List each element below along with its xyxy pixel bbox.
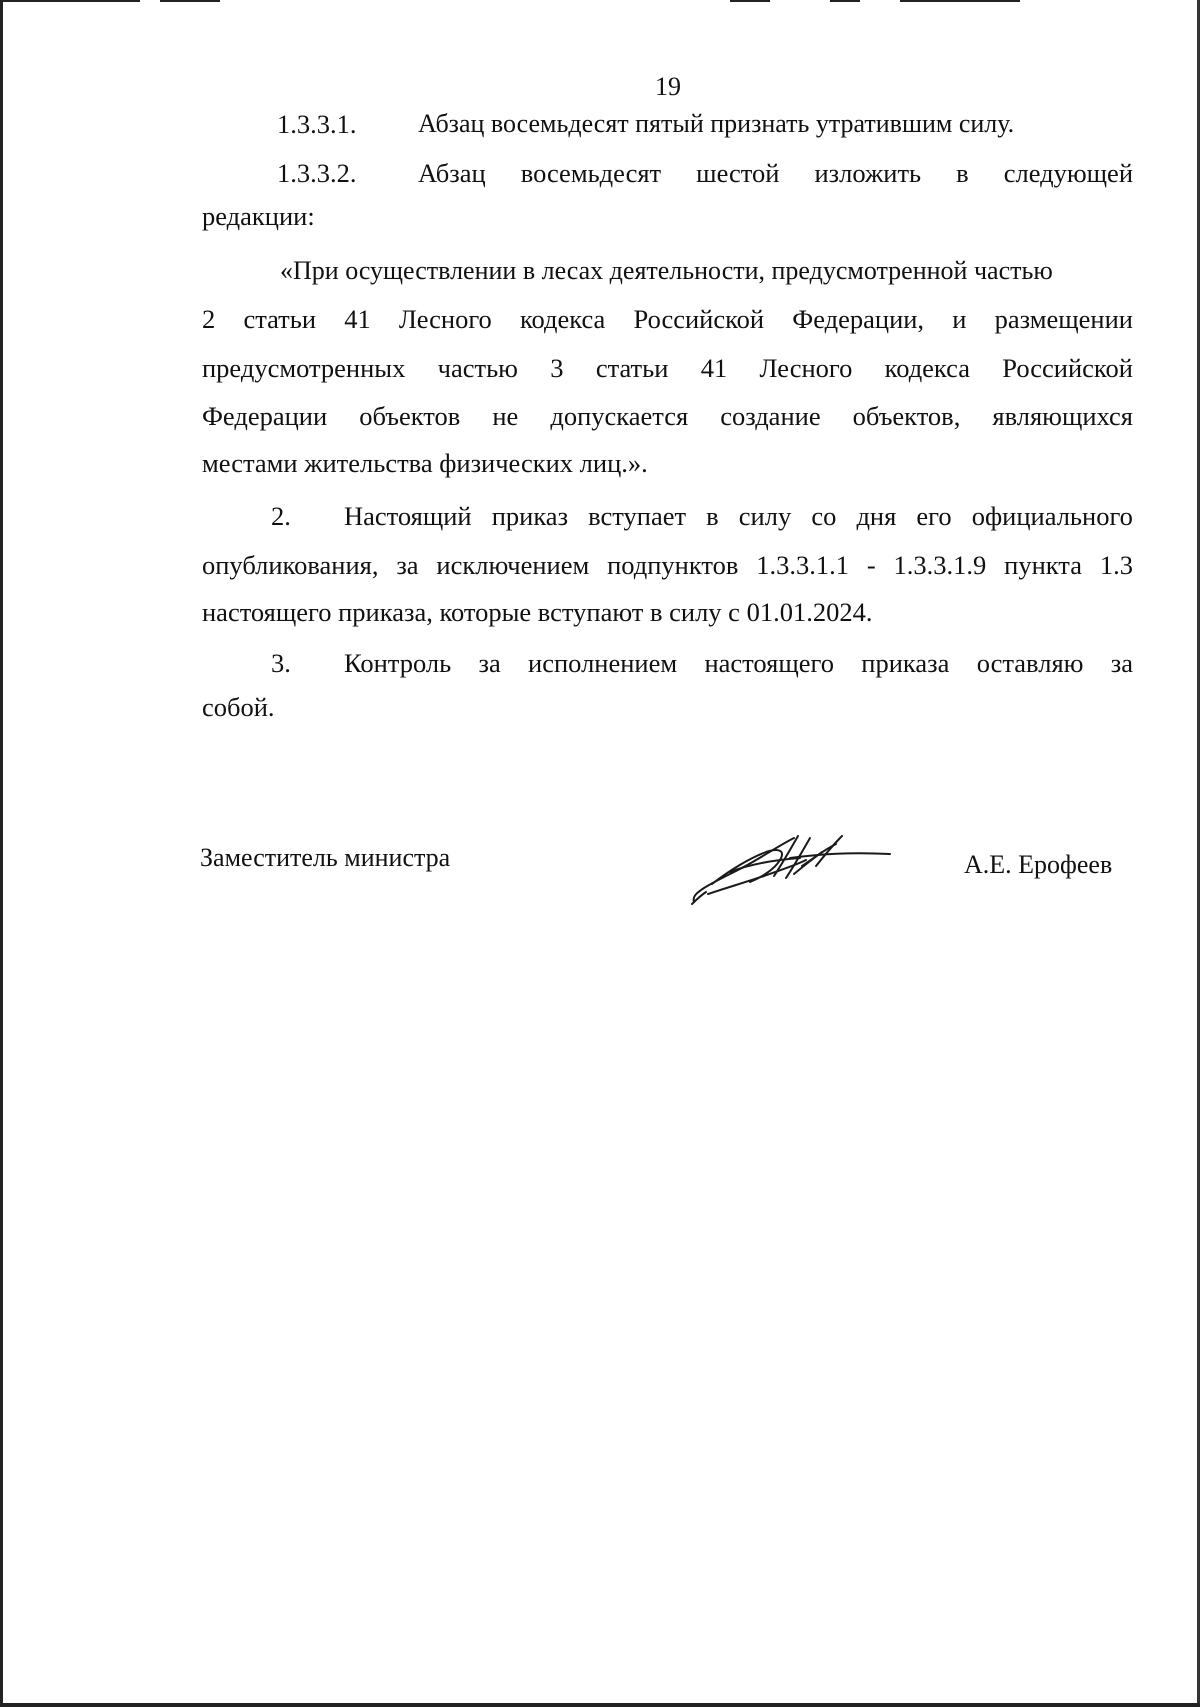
word: исключением — [436, 550, 590, 580]
word: со — [811, 501, 837, 531]
scan-border-top — [0, 0, 1200, 3]
word: 1.3.3.1.9 — [893, 550, 987, 580]
word: дня — [856, 501, 897, 531]
word: за — [1110, 648, 1133, 678]
word: Российской — [1002, 353, 1133, 383]
handwritten-signature — [690, 830, 900, 910]
item-number: 1.3.3.2. — [277, 158, 357, 188]
word: Федерации — [202, 401, 328, 431]
word: статьи — [595, 353, 669, 383]
word: Абзац — [418, 158, 486, 188]
paragraph-line — [344, 499, 1133, 533]
word: Лесного — [759, 353, 853, 383]
word: за — [478, 648, 501, 678]
word: являющихся — [992, 401, 1133, 431]
scan-border-left — [0, 0, 3, 1707]
page-number: 19 — [655, 72, 681, 101]
word: статьи — [243, 304, 317, 334]
word: допускается — [550, 401, 689, 431]
word: 1.3 — [1099, 550, 1133, 580]
word: исполнением — [528, 648, 678, 678]
paragraph-line: настоящего приказа, которые вступают в силу с 01.01.2024. — [202, 597, 873, 627]
word: 2 — [202, 304, 216, 334]
word: 1.3.3.1.1 — [756, 550, 849, 580]
word: - — [866, 550, 876, 580]
word: опубликования, — [202, 550, 379, 580]
quote-line — [202, 399, 1133, 433]
word: Контроль — [344, 648, 452, 678]
word: изложить — [814, 158, 922, 188]
word: не — [492, 401, 519, 431]
word: следующей — [1003, 158, 1133, 188]
word: в — [956, 158, 969, 188]
word: кодекса — [884, 353, 970, 383]
word: шестой — [696, 158, 780, 188]
paragraph-line — [202, 548, 1133, 582]
word: в — [706, 501, 719, 531]
word: 41 — [344, 304, 371, 334]
word: Федерации, — [792, 304, 925, 334]
paragraph-text: Абзац восемьдесят пятый признать утратившим силу. — [418, 109, 1015, 138]
word: приказа — [861, 648, 950, 678]
word: 3 — [550, 353, 564, 383]
quote-line: «При осуществлении в лесах деятельности, предусмотренной частью — [280, 256, 1053, 285]
word: и — [952, 304, 967, 334]
paragraph-line — [344, 646, 1133, 680]
word: 41 — [700, 353, 728, 383]
word: силу — [738, 501, 792, 531]
word: Лесного — [398, 304, 492, 334]
word: приказ — [491, 501, 569, 531]
word: объектов — [359, 401, 461, 431]
word: Настоящий — [344, 501, 472, 531]
word: Российской — [633, 304, 765, 334]
word: создание — [720, 401, 821, 431]
word: частью — [437, 353, 518, 383]
word: настоящего — [704, 648, 834, 678]
word: за — [396, 550, 419, 580]
word: подпунктов — [607, 550, 739, 580]
word: предусмотренных — [202, 353, 406, 383]
word: объектов, — [852, 401, 961, 431]
item-number: 2. — [271, 501, 291, 531]
word: пункта — [1004, 550, 1082, 580]
word: его — [916, 501, 952, 531]
signer-name: А.Е. Ерофеев — [964, 850, 1113, 879]
word: восемьдесят — [520, 158, 662, 188]
paragraph-line: редакции: — [202, 201, 315, 231]
quote-line — [202, 302, 1133, 336]
word: вступает — [588, 501, 687, 531]
word: размещении — [994, 304, 1133, 334]
scan-border-bottom — [0, 1703, 1200, 1707]
paragraph-line: собой. — [202, 692, 275, 722]
word: оставляю — [976, 648, 1084, 678]
quote-line: местами жительства физических лиц.». — [202, 448, 648, 478]
paragraph-line — [418, 156, 1133, 190]
item-number: 3. — [271, 648, 291, 678]
word: кодекса — [519, 304, 606, 334]
signer-position: Заместитель министра — [200, 843, 451, 872]
item-number: 1.3.3.1. — [277, 109, 357, 139]
quote-line — [202, 351, 1133, 385]
word: официального — [971, 501, 1133, 531]
